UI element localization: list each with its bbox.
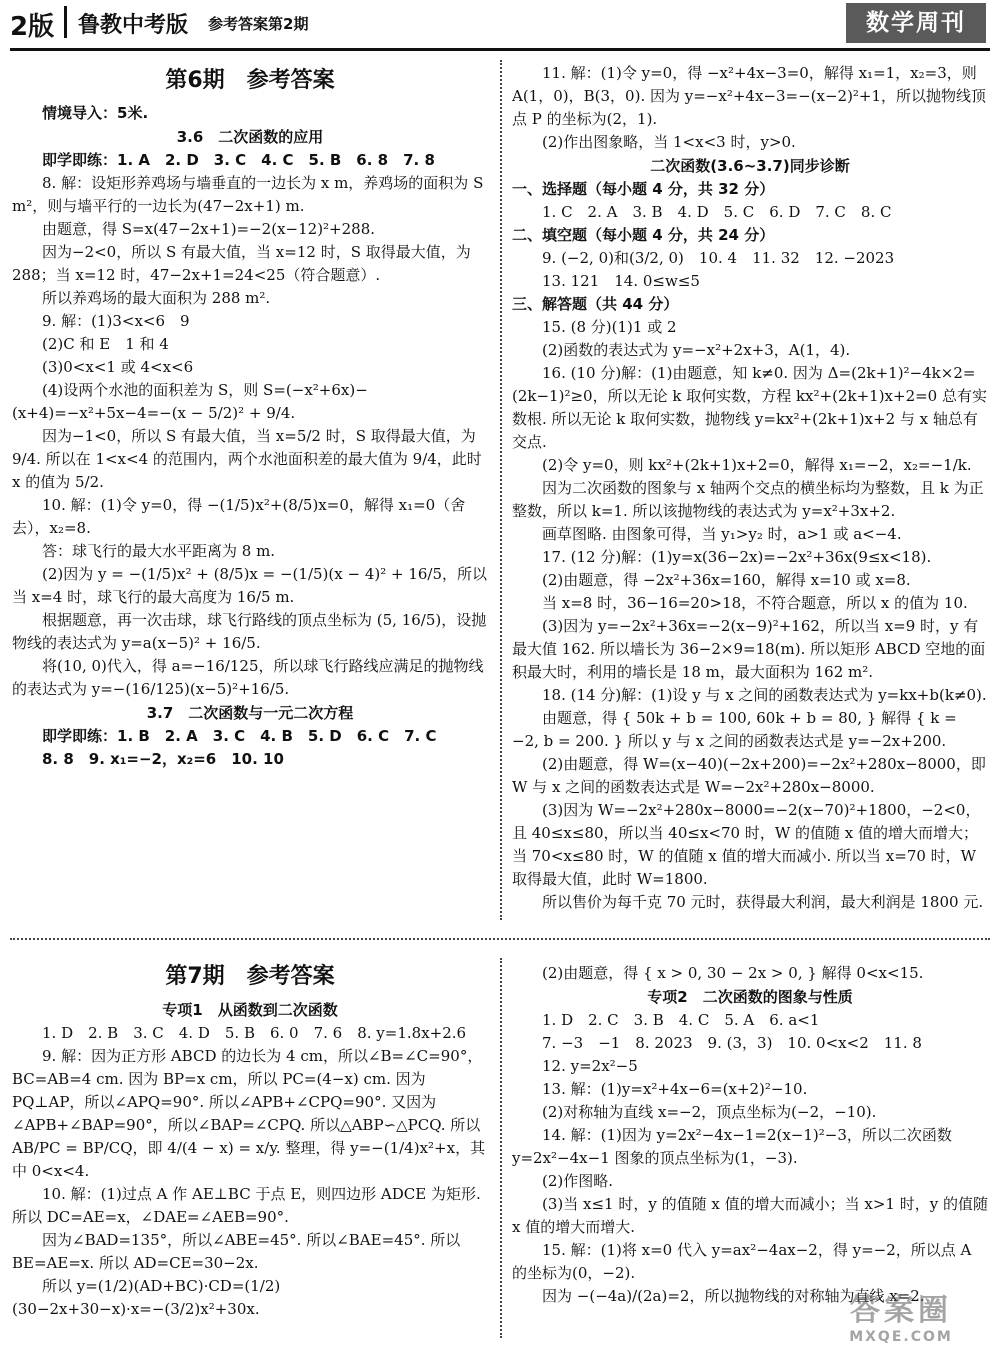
answer-text: 1. C 2. A 3. B 4. D 5. C 6. D 7. C 8. C: [542, 203, 892, 221]
section7-right-column: [512, 962, 988, 1308]
quick-practice-answers: 8. 8 9. x₁=−2，x₂=6 10. 10: [42, 750, 284, 768]
column-divider: [500, 958, 502, 1338]
answer-text: 10. 解：(1)令 y=0，得 −(1/5)x²+(8/5)x=0，解得 x₁=0（舍去），x₂=8.: [12, 496, 466, 537]
answer-text: 13. 121 14. 0≤w≤5: [542, 272, 700, 290]
header-divider: [64, 6, 67, 38]
section6-title: 第6期 参考答案: [165, 68, 335, 93]
page-number: 2版: [10, 12, 55, 42]
answer-text: (2)令 y=0，则 kx²+(2k+1)x+2=0，解得 x₁=−2，x₂=−1/k.: [542, 456, 972, 474]
edition-name: 鲁教中考版: [78, 13, 189, 38]
part-heading: 二、填空题（每小题 4 分，共 24 分）: [512, 226, 775, 244]
answer-text: 9. 解：因为正方形 ABCD 的边长为 4 cm，所以∠B=∠C=90°，BC=AB=4 cm. 因为 BP=x cm，所以 PC=(4−x) cm. 因为 PQ⊥AP，所以∠APQ=90°. 所以∠APB+∠CPQ=90°. 又因为∠APB+∠BAP=90°，所以∠BAP=∠CPQ. 所以△ABP∽△PCQ. 所以 AB/PC = BP/CQ，即 4/(4 − x) = x/y. 整理，得 y=−(1/4)x²+x，其中 0<x<4.: [12, 1047, 486, 1180]
part-heading: 三、解答题（共 44 分）: [512, 295, 679, 313]
answer-text: 因为−2<0，所以 S 有最大值，当 x=12 时，S 取得最大值，为 288；当 x=12 时，47−2x+1=24<25（符合题意）.: [12, 243, 471, 284]
column-divider: [500, 60, 502, 920]
section7-left-column: [12, 958, 488, 1321]
answer-text: 因为∠BAD=135°，所以∠ABE=45°. 所以∠BAE=45°. 所以 BE=AE=x. 所以 AD=CE=30−2x.: [12, 1231, 461, 1272]
section6-right-column: [512, 62, 988, 914]
quick-practice-answers: 即学即练：1. B 2. A 3. C 4. B 5. D 6. C 7. C: [42, 727, 437, 745]
answer-text: 答：球飞行的最大水平距离为 8 m.: [42, 542, 276, 560]
answer-text: 15. 解：(1)将 x=0 代入 y=ax²−4ax−2，得 y=−2，所以点 A 的坐标为(0，−2).: [512, 1241, 972, 1282]
watermark: [816, 1293, 986, 1345]
answer-text: 因为二次函数的图象与 x 轴两个交点的横坐标均为整数，且 k 为正整数，所以 k=1. 所以该抛物线的表达式为 y=x²+3x+2.: [512, 479, 984, 520]
answer-text: 11. 解：(1)令 y=0，得 −x²+4x−3=0，解得 x₁=1，x₂=3，则 A(1，0)，B(3，0). 因为 y=−x²+4x−3=−(x−2)²+1，所以抛物线顶点 P 的坐标为(2，1).: [512, 64, 987, 128]
answer-text: 由题意，得 S=x(47−2x+1)=−2(x−12)²+288.: [42, 220, 376, 238]
answer-text: (2)对称轴为直线 x=−2，顶点坐标为(−2，−10).: [542, 1103, 877, 1121]
answer-text: 14. 解：(1)因为 y=2x²−4x−1=2(x−1)²−3，所以二次函数 y=2x²−4x−1 图象的顶点坐标为(1，−3).: [512, 1126, 952, 1167]
page-header: [0, 0, 1000, 48]
subsection-heading: 3.7 二次函数与一元二次方程: [146, 704, 354, 722]
watermark-url: MXQE.COM: [849, 1329, 953, 1345]
answer-text: (2)作出图象略，当 1<x<3 时，y>0.: [542, 133, 796, 151]
brand-logo: 数学周刊: [846, 3, 986, 43]
section6-left-column: [12, 62, 488, 771]
answer-text: 当 x=8 时，36−16=20>18，不符合题意，所以 x 的值为 10.: [542, 594, 968, 612]
answer-text: 根据题意，再一次击球，球飞行路线的顶点坐标为 (5, 16/5)，设抛物线的表达式为 y=a(x−5)² + 16/5.: [12, 611, 487, 652]
answer-text: (4)设两个水池的面积差为 S，则 S=(−x²+6x)−(x+4)=−x²+5x−4=−(x − 5/2)² + 9/4.: [12, 381, 368, 422]
answer-text: 因为 −(−4a)/(2a)=2，所以抛物线的对称轴为直线 x=2.: [542, 1287, 925, 1305]
watermark-logo-text: 答案圈: [850, 1293, 952, 1328]
answer-text: (2)函数的表达式为 y=−x²+2x+3，A(1，4).: [542, 341, 851, 359]
answer-text: (2)由题意，得 { x > 0, 30 − 2x > 0, } 解得 0<x<15.: [542, 964, 924, 982]
answer-text: (3)因为 y=−2x²+36x=−2(x−9)²+162，所以当 x=9 时，y 有最大值 162. 所以墙长为 36−2×9=18(m). 所以矩形 ABCD 空地的面积最大时，利用的墙长是 18 m，最大面积为 162 m².: [512, 617, 986, 681]
answer-text: (3)0<x<1 或 4<x<6: [42, 358, 194, 376]
answer-text: 所以售价为每千克 70 元时，获得最大利润，最大利润是 1800 元.: [542, 893, 984, 911]
answer-text: (2)因为 y = −(1/5)x² + (8/5)x = −(1/5)(x − 4)² + 16/5，所以当 x=4 时，球飞行的最大高度为 16/5 m.: [12, 565, 488, 606]
answer-text: 将(10, 0)代入，得 a=−16/125，所以球飞行路线应满足的抛物线的表达式为 y=−(16/125)(x−5)²+16/5.: [12, 657, 484, 698]
answer-text: 7. −3 −1 8. 2023 9. (3，3) 10. 0<x<2 11. 8: [542, 1034, 922, 1052]
answer-text: 所以 y=(1/2)(AD+BC)·CD=(1/2)(30−2x+30−x)·x=−(3/2)x²+30x.: [12, 1277, 281, 1318]
answer-text: (3)当 x≤1 时，y 的值随 x 值的增大而减小；当 x>1 时，y 的值随 x 值的增大而增大.: [512, 1195, 988, 1236]
answer-text: (2)C 和 E 1 和 4: [42, 335, 169, 353]
answer-text: (2)由题意，得 −2x²+36x=160，解得 x=10 或 x=8.: [542, 571, 911, 589]
answer-text: 16. (10 分)解：(1)由题意，知 k≠0. 因为 Δ=(2k+1)²−4k×2=(2k−1)²≥0，所以无论 k 取何实数，方程 kx²+(2k+1)x+2=0 总有实数根. 所以无论 k 取何实数，抛物线 y=kx²+(2k+1)x+2 与 x 轴总有交点.: [512, 364, 987, 451]
subsection-heading: 3.6 二次函数的应用: [176, 128, 324, 146]
answer-text: 因为−1<0，所以 S 有最大值，当 x=5/2 时，S 取得最大值，为 9/4. 所以在 1<x<4 的范围内，两个水池面积差的最大值为 9/4，此时 x 的值为 5/2.: [12, 427, 482, 491]
topic-heading: 专项2 二次函数的图象与性质: [647, 988, 853, 1006]
section-divider: [10, 938, 990, 940]
answer-text: 画草图略. 由图象可得，当 y₁>y₂ 时，a>1 或 a<−4.: [542, 525, 902, 543]
diagnosis-heading: 二次函数(3.6~3.7)同步诊断: [650, 157, 850, 175]
answer-text: 13. 解：(1)y=x²+4x−6=(x+2)²−10.: [542, 1080, 808, 1098]
answer-text: 1. D 2. B 3. C 4. D 5. B 6. 0 7. 6 8. y=1.8x+2.6: [42, 1024, 467, 1042]
issue-label: 参考答案第2期: [208, 15, 309, 33]
answer-text: 17. (12 分)解：(1)y=x(36−2x)=−2x²+36x(9≤x<18).: [542, 548, 932, 566]
answer-text: (2)由题意，得 W=(x−40)(−2x+200)=−2x²+280x−8000，即 W 与 x 之间的函数表达式是 W=−2x²+280x−8000.: [512, 755, 986, 796]
answer-text: 12. y=2x²−5: [542, 1057, 638, 1075]
answer-text: 9. (−2, 0)和(3/2, 0) 10. 4 11. 32 12. −2023: [542, 249, 895, 267]
answer-text: 9. 解：(1)3<x<6 9: [42, 312, 190, 330]
answer-text: 8. 解：设矩形养鸡场与墙垂直的一边长为 x m，养鸡场的面积为 S m²，则与墙平行的一边长为(47−2x+1) m.: [12, 174, 484, 215]
answer-text: 由题意，得 { 50k + b = 100, 60k + b = 80, } 解得 { k = −2, b = 200. } 所以 y 与 x 之间的函数表达式是 y=−2x+200.: [512, 709, 957, 750]
header-rule: [10, 48, 990, 51]
part-heading: 一、选择题（每小题 4 分，共 32 分）: [512, 180, 775, 198]
intro-answer: 情境导入：5米.: [42, 104, 149, 122]
answer-text: 10. 解：(1)过点 A 作 AE⊥BC 于点 E，则四边形 ADCE 为矩形. 所以 DC=AE=x，∠DAE=∠AEB=90°.: [12, 1185, 481, 1226]
answer-text: 15. (8 分)(1)1 或 2: [542, 318, 677, 336]
topic-heading: 专项1 从函数到二次函数: [162, 1001, 338, 1019]
answer-text: 18. (14 分)解：(1)设 y 与 x 之间的函数表达式为 y=kx+b(k≠0).: [542, 686, 987, 704]
section7-title: 第7期 参考答案: [165, 964, 335, 989]
answer-text: 所以养鸡场的最大面积为 288 m².: [42, 289, 271, 307]
answer-text: (2)作图略.: [542, 1172, 614, 1190]
quick-practice-answers: 即学即练：1. A 2. D 3. C 4. C 5. B 6. 8 7. 8: [42, 151, 435, 169]
answer-text: (3)因为 W=−2x²+280x−8000=−2(x−70)²+1800，−2<0，且 40≤x≤80，所以当 40≤x<70 时，W 的值随 x 值的增大而增大；当 70<x≤80 时，W 的值随 x 值的增大而减小. 所以当 x=70 时，W 取得最大值，此时 W=1800.: [512, 801, 981, 888]
answer-text: 1. D 2. C 3. B 4. C 5. A 6. a<1: [542, 1011, 820, 1029]
